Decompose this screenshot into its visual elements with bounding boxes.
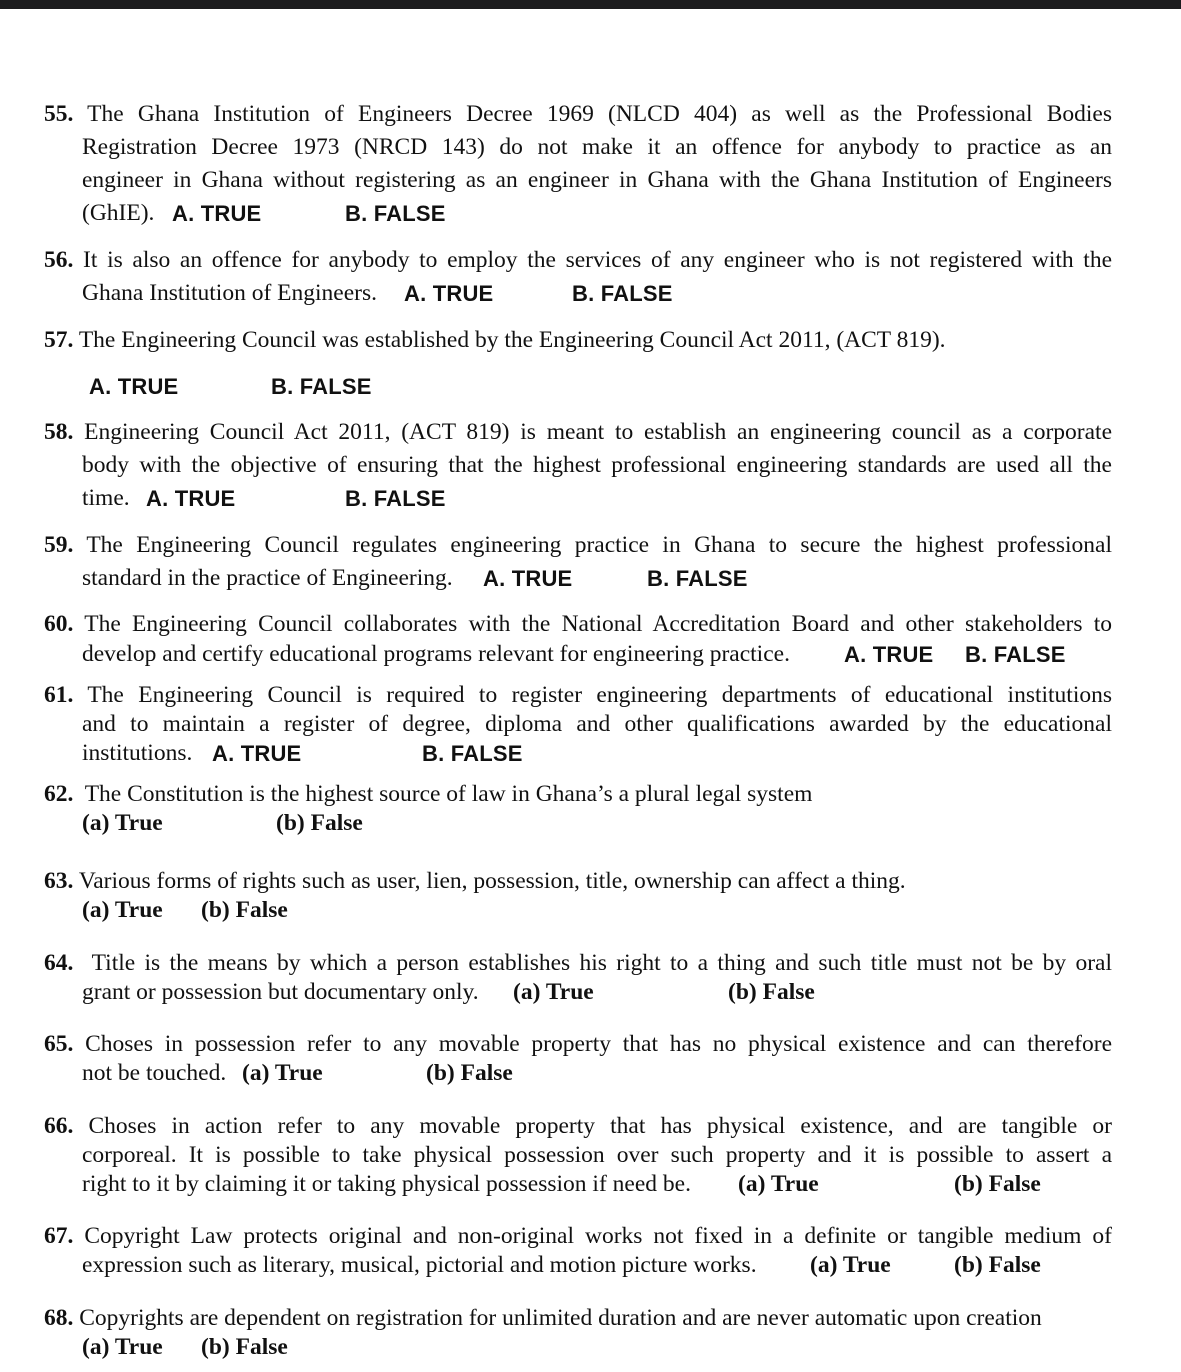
question-text-line: Various forms of rights such as user, lien, possession, title, ownership can affect a thing. <box>78 868 906 894</box>
question-text-line: The Engineering Council regulates engineering practice in Ghana to secure the highest professional <box>86 532 1112 558</box>
question-number: 61. <box>44 682 74 708</box>
question-58 <box>44 416 1112 515</box>
question-number: 59. <box>44 532 74 558</box>
question-64 <box>44 949 1112 1007</box>
option-a[interactable]: A. TRUE <box>483 566 573 591</box>
question-61 <box>44 681 1112 768</box>
option-a[interactable]: A. TRUE <box>844 642 934 667</box>
question-number: 67. <box>44 1223 74 1249</box>
question-text-line: Copyrights are dependent on registration for unlimited duration and are never automatic upon creation <box>79 1305 1042 1331</box>
option-b[interactable]: B. FALSE <box>345 201 446 226</box>
question-text-line: Title is the means by which a person establishes his right to a thing and such title must not be by oral <box>91 950 1112 976</box>
question-68 <box>44 1304 1112 1362</box>
question-text-line: The Engineering Council is required to register engineering departments of educational institutions <box>87 682 1112 708</box>
question-number: 55. <box>44 101 74 127</box>
option-b[interactable]: (b) False <box>728 979 815 1005</box>
option-b[interactable]: B. FALSE <box>572 281 673 306</box>
top-bar <box>0 0 1181 9</box>
option-b[interactable]: (b) False <box>201 897 288 923</box>
question-text-line: right to it by claiming it or taking physical possession if need be. <box>82 1171 691 1197</box>
question-number: 57. <box>44 327 74 353</box>
question-65 <box>44 1030 1112 1088</box>
option-a[interactable]: (a) True <box>242 1060 323 1086</box>
question-text-line: The Constitution is the highest source of law in Ghana’s a plural legal system <box>84 781 813 807</box>
question-text-line: Choses in action refer to any movable property that has physical existence, and are tangible or <box>88 1113 1112 1139</box>
option-a[interactable]: A. TRUE <box>172 201 262 226</box>
question-text-line: The Ghana Institution of Engineers Decree 1969 (NLCD 404) as well as the Professional Bodies <box>87 101 1112 127</box>
question-number: 56. <box>44 247 74 273</box>
option-a[interactable]: A. TRUE <box>212 741 302 766</box>
question-text-line: develop and certify educational programs relevant for engineering practice. <box>82 641 790 667</box>
question-text-line: The Engineering Council was established by the Engineering Council Act 2011, (ACT 819). <box>78 327 946 353</box>
question-text-line: Choses in possession refer to any movable property that has no physical existence and can therefore <box>85 1031 1113 1057</box>
option-b[interactable]: B. FALSE <box>345 486 446 511</box>
option-a[interactable]: (a) True <box>82 810 163 836</box>
option-b[interactable]: B. FALSE <box>647 566 748 591</box>
option-a[interactable]: (a) True <box>513 979 594 1005</box>
option-a[interactable]: (a) True <box>82 897 163 923</box>
question-56 <box>44 244 1112 310</box>
question-text-line: expression such as literary, musical, pictorial and motion picture works. <box>82 1252 757 1278</box>
question-text-line: not be touched. <box>82 1060 227 1086</box>
question-text-line: The Engineering Council collaborates with the National Accreditation Board and other stakeholders to <box>84 611 1113 637</box>
option-b[interactable]: (b) False <box>276 810 363 836</box>
option-b[interactable]: B. FALSE <box>965 642 1066 667</box>
question-number: 58. <box>44 419 74 445</box>
option-b[interactable]: (b) False <box>954 1171 1041 1197</box>
option-b[interactable]: B. FALSE <box>422 741 523 766</box>
question-text-line: and to maintain a register of degree, diploma and other qualifications awarded by the educational <box>82 711 1112 737</box>
question-text-line: (GhIE). <box>82 200 155 226</box>
question-62 <box>44 780 1112 838</box>
question-number: 66. <box>44 1113 74 1139</box>
question-number: 65. <box>44 1031 74 1057</box>
question-text-line: institutions. <box>82 740 193 766</box>
question-67 <box>44 1222 1112 1280</box>
option-b[interactable]: (b) False <box>954 1252 1041 1278</box>
question-number: 60. <box>44 611 74 637</box>
question-text-line: Ghana Institution of Engineers. <box>82 280 377 306</box>
question-text-line: standard in the practice of Engineering. <box>82 565 453 591</box>
question-text-line: time. <box>82 485 130 511</box>
option-a[interactable]: (a) True <box>82 1334 163 1360</box>
option-a[interactable]: (a) True <box>810 1252 891 1278</box>
question-60 <box>44 609 1112 669</box>
question-66 <box>44 1112 1112 1199</box>
option-b[interactable]: (b) False <box>201 1334 288 1360</box>
option-a[interactable]: A. TRUE <box>146 486 236 511</box>
question-number: 63. <box>44 868 74 894</box>
option-a[interactable]: A. TRUE <box>89 374 179 399</box>
question-text-line: grant or possession but documentary only. <box>82 979 479 1005</box>
question-number: 64. <box>44 950 74 976</box>
question-text-line: Registration Decree 1973 (NRCD 143) do not make it an offence for anybody to practice as an <box>82 134 1112 160</box>
option-b[interactable]: B. FALSE <box>271 374 372 399</box>
question-text-line: Copyright Law protects original and non-original works not fixed in a definite or tangible medium of <box>84 1223 1112 1249</box>
question-63 <box>44 867 1112 925</box>
question-55 <box>44 98 1112 230</box>
option-b[interactable]: (b) False <box>426 1060 513 1086</box>
question-number: 68. <box>44 1305 74 1331</box>
question-59 <box>44 529 1112 595</box>
option-a[interactable]: A. TRUE <box>404 281 494 306</box>
question-text-line: corporeal. It is possible to take physical possession over such property and it is possible to assert a <box>82 1142 1112 1168</box>
question-text-line: engineer in Ghana without registering as an engineer in Ghana with the Ghana Institution of Engineers <box>82 167 1112 193</box>
question-text-line: Engineering Council Act 2011, (ACT 819) is meant to establish an engineering council as a corporate <box>84 419 1112 445</box>
question-number: 62. <box>44 781 74 807</box>
option-a[interactable]: (a) True <box>738 1171 819 1197</box>
question-text-line: It is also an offence for anybody to employ the services of any engineer who is not registered with the <box>83 247 1112 273</box>
question-text-line: body with the objective of ensuring that the highest professional engineering standards are used all the <box>82 452 1112 478</box>
question-57 <box>44 324 1112 403</box>
